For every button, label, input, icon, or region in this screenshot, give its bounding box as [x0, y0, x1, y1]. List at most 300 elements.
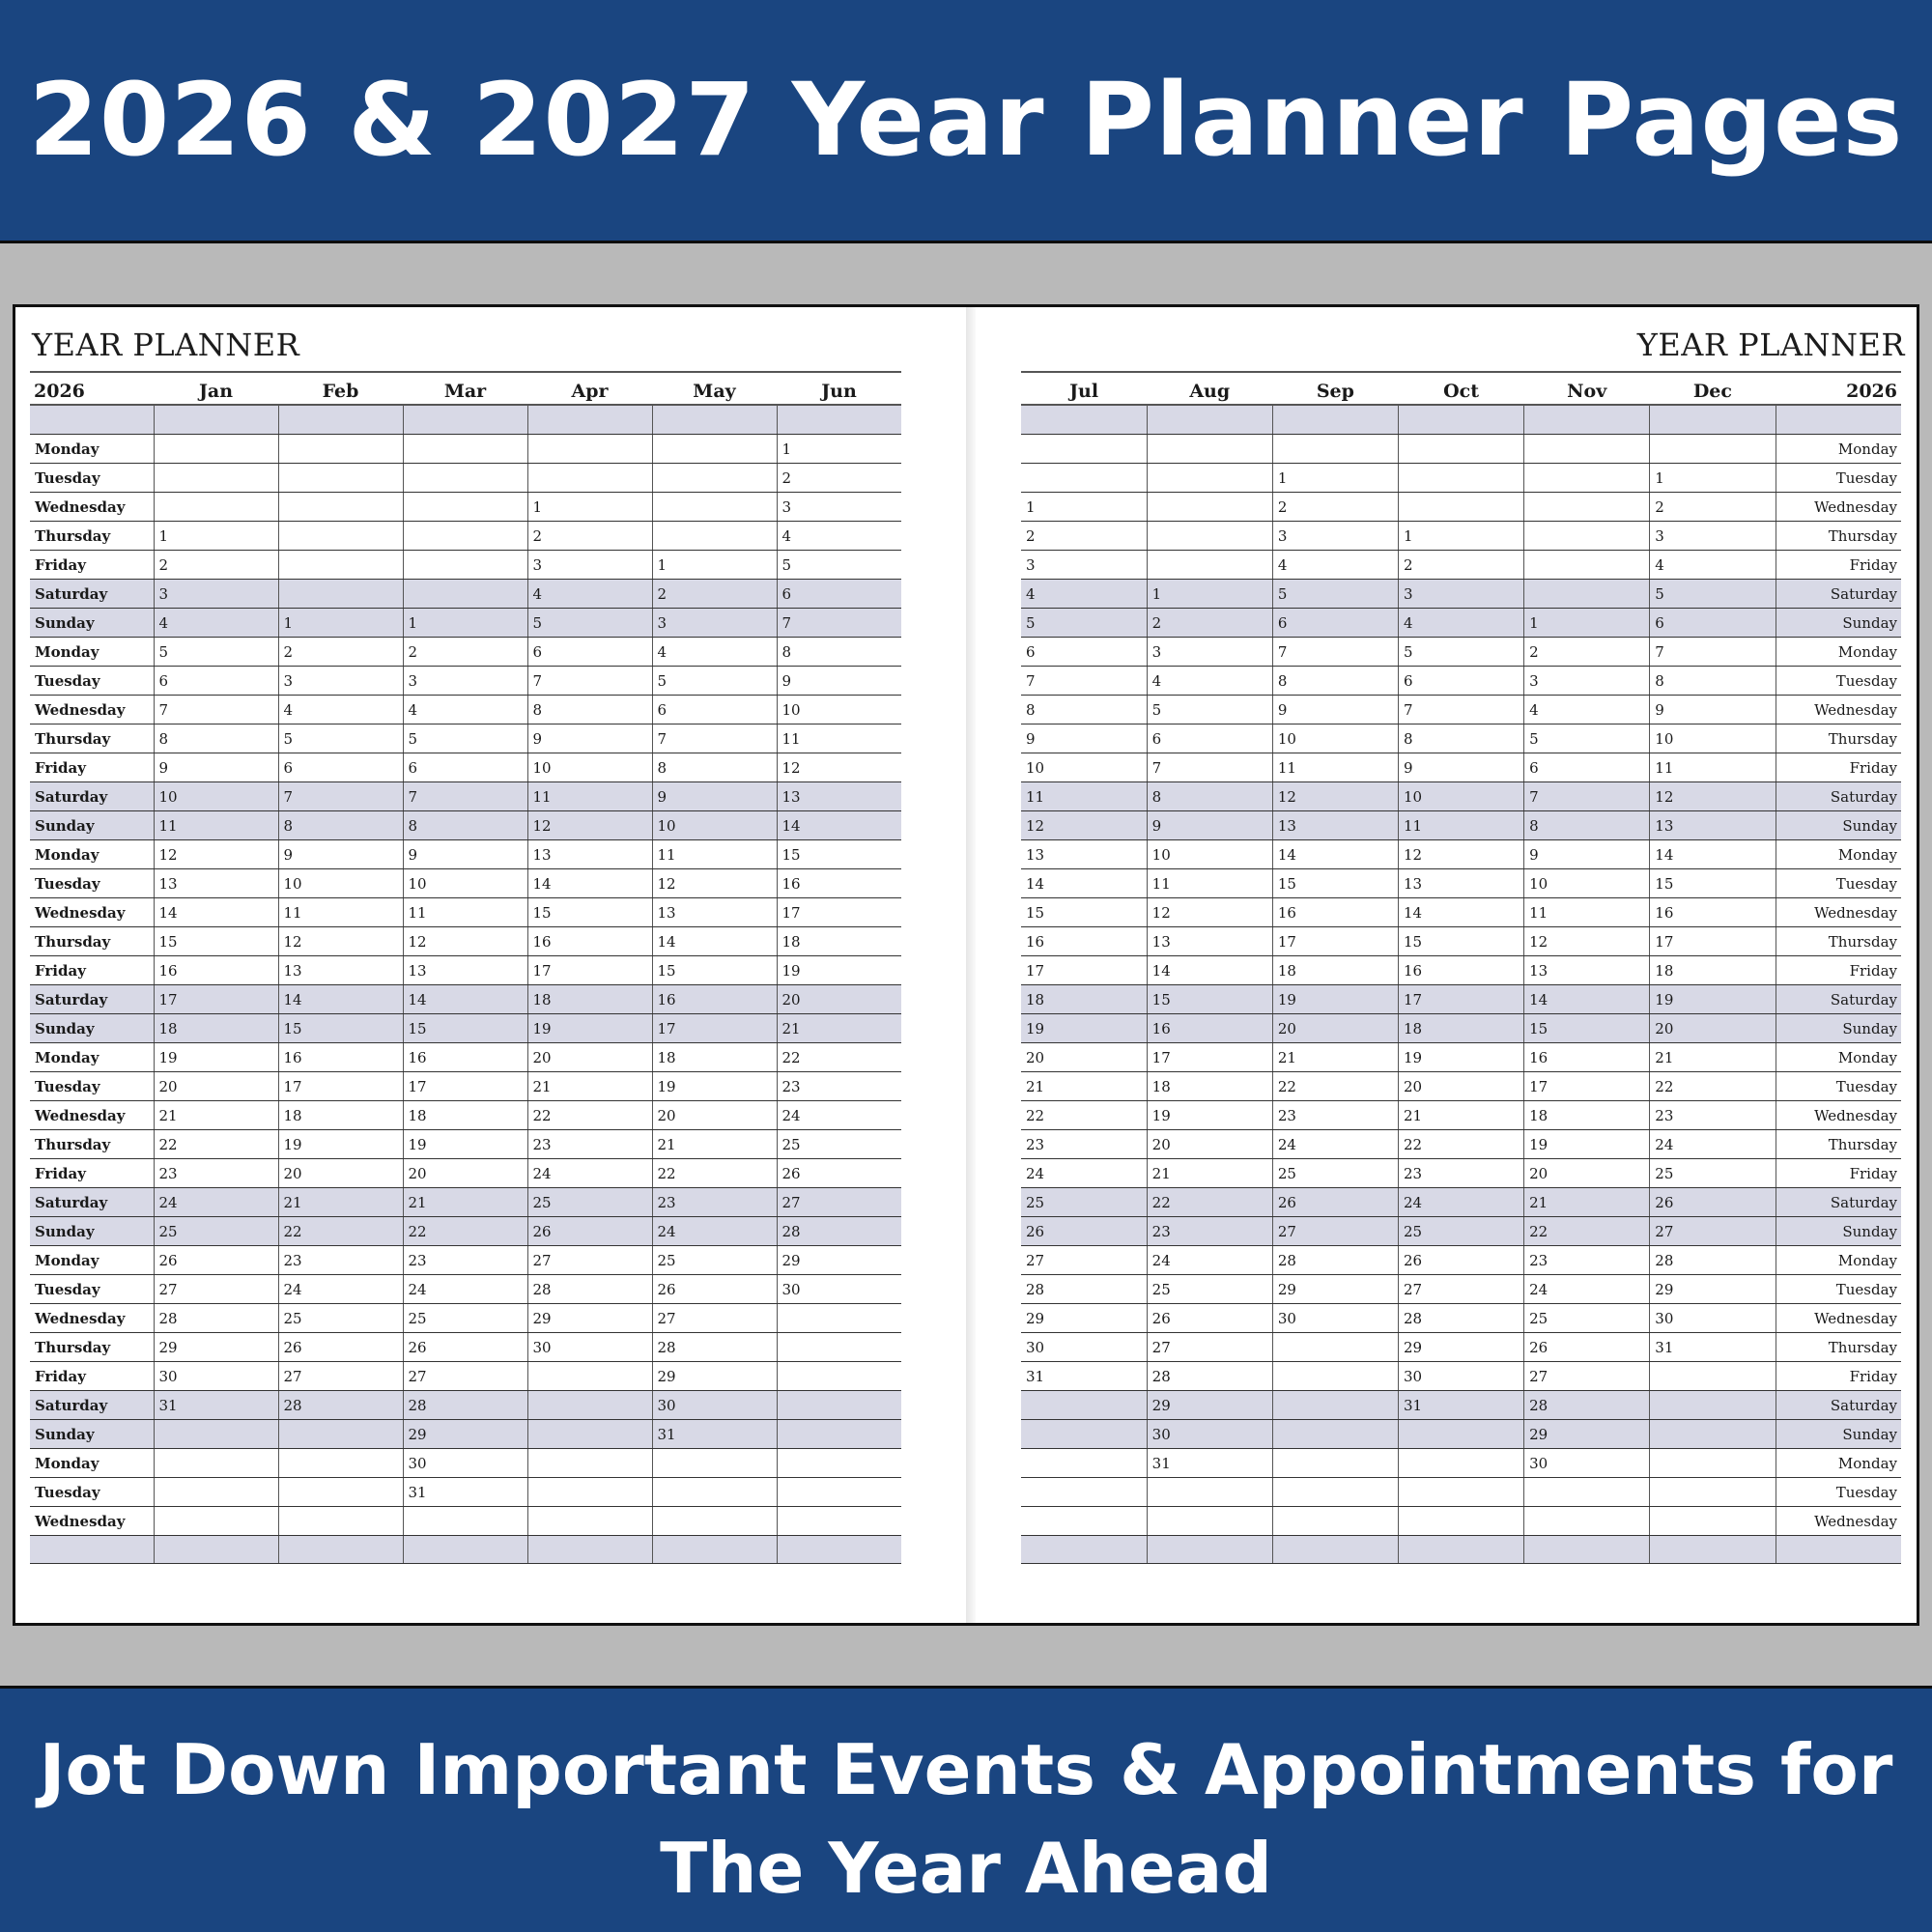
date-cell: 10 [403, 869, 527, 898]
day-label: Tuesday [30, 667, 154, 696]
date-cell: 2 [1272, 493, 1398, 522]
day-row [30, 1188, 901, 1217]
date-cell: 7 [403, 782, 527, 811]
date-cell: 20 [403, 1159, 527, 1188]
date-cell: 22 [1398, 1130, 1523, 1159]
grid-cell [1147, 405, 1272, 435]
date-cell: 24 [652, 1217, 777, 1246]
date-cell: 10 [1272, 724, 1398, 753]
date-cell: 21 [278, 1188, 403, 1217]
date-cell: 30 [527, 1333, 652, 1362]
date-cell: 16 [1398, 956, 1523, 985]
date-cell: 26 [1524, 1333, 1650, 1362]
date-cell: 6 [403, 753, 527, 782]
day-label: Monday [1776, 638, 1901, 667]
date-cell: 31 [1147, 1449, 1272, 1478]
day-label: Monday [30, 638, 154, 667]
day-label: Tuesday [1776, 667, 1901, 696]
date-cell [278, 580, 403, 609]
date-cell: 17 [1272, 927, 1398, 956]
date-cell: 15 [1650, 869, 1776, 898]
day-row [1021, 782, 1901, 811]
day-row [1021, 696, 1901, 724]
day-label: Tuesday [30, 1478, 154, 1507]
date-cell: 9 [1021, 724, 1147, 753]
day-label: Tuesday [1776, 1072, 1901, 1101]
date-cell: 21 [652, 1130, 777, 1159]
day-row [1021, 1072, 1901, 1101]
date-cell: 25 [1147, 1275, 1272, 1304]
date-cell [1272, 1391, 1398, 1420]
day-label: Thursday [1776, 724, 1901, 753]
date-cell: 5 [1398, 638, 1523, 667]
date-cell: 9 [1524, 840, 1650, 869]
date-cell: 4 [1272, 551, 1398, 580]
month-header-mar: Mar [403, 372, 527, 405]
date-cell: 17 [154, 985, 278, 1014]
date-cell [278, 551, 403, 580]
date-cell: 16 [777, 869, 901, 898]
day-row [30, 551, 901, 580]
date-cell: 23 [154, 1159, 278, 1188]
day-row [30, 811, 901, 840]
date-cell: 3 [1524, 667, 1650, 696]
date-cell: 31 [154, 1391, 278, 1420]
date-cell [1650, 1420, 1776, 1449]
date-cell: 11 [1272, 753, 1398, 782]
day-row [1021, 464, 1901, 493]
date-cell: 9 [403, 840, 527, 869]
date-cell: 14 [1524, 985, 1650, 1014]
date-cell [1524, 435, 1650, 464]
grid-cell [30, 405, 154, 435]
grid-cell [1021, 405, 1147, 435]
date-cell: 17 [1524, 1072, 1650, 1101]
month-header-apr: Apr [527, 372, 652, 405]
day-row [30, 1043, 901, 1072]
date-cell: 8 [1147, 782, 1272, 811]
day-row [1021, 1362, 1901, 1391]
date-cell: 11 [1147, 869, 1272, 898]
date-cell: 7 [1650, 638, 1776, 667]
date-cell [1398, 1478, 1523, 1507]
date-cell: 3 [1398, 580, 1523, 609]
date-cell: 12 [1147, 898, 1272, 927]
day-row [30, 493, 901, 522]
date-cell: 13 [527, 840, 652, 869]
date-cell: 27 [1524, 1362, 1650, 1391]
date-cell [527, 464, 652, 493]
day-label: Sunday [30, 609, 154, 638]
date-cell: 18 [154, 1014, 278, 1043]
date-cell: 22 [154, 1130, 278, 1159]
date-cell: 10 [1147, 840, 1272, 869]
day-label: Monday [1776, 1043, 1901, 1072]
day-row [30, 840, 901, 869]
date-cell: 11 [403, 898, 527, 927]
date-cell: 7 [1021, 667, 1147, 696]
date-cell [1147, 1478, 1272, 1507]
day-row [30, 1159, 901, 1188]
date-cell: 21 [1398, 1101, 1523, 1130]
date-cell [652, 1507, 777, 1536]
day-label: Saturday [30, 1391, 154, 1420]
date-cell: 23 [1272, 1101, 1398, 1130]
date-cell: 30 [652, 1391, 777, 1420]
date-cell: 7 [278, 782, 403, 811]
date-cell [154, 464, 278, 493]
day-label: Saturday [30, 985, 154, 1014]
date-cell: 1 [1147, 580, 1272, 609]
date-cell: 29 [1650, 1275, 1776, 1304]
day-label: Saturday [1776, 985, 1901, 1014]
day-label: Wednesday [1776, 696, 1901, 724]
date-cell: 2 [527, 522, 652, 551]
date-cell: 8 [1021, 696, 1147, 724]
date-cell [1147, 551, 1272, 580]
date-cell: 22 [278, 1217, 403, 1246]
date-cell: 16 [1272, 898, 1398, 927]
date-cell: 15 [1021, 898, 1147, 927]
date-cell: 25 [154, 1217, 278, 1246]
year-header: 2026 [30, 372, 154, 405]
day-row [30, 869, 901, 898]
date-cell [1021, 1449, 1147, 1478]
date-cell: 15 [403, 1014, 527, 1043]
date-cell: 24 [1398, 1188, 1523, 1217]
day-row [30, 1304, 901, 1333]
date-cell [1147, 1507, 1272, 1536]
day-row [1021, 638, 1901, 667]
day-row [1021, 1159, 1901, 1188]
date-cell: 4 [652, 638, 777, 667]
blank-row [1021, 1536, 1901, 1564]
date-cell: 29 [1272, 1275, 1398, 1304]
day-label: Friday [30, 956, 154, 985]
date-cell: 5 [403, 724, 527, 753]
date-cell: 5 [1524, 724, 1650, 753]
day-label: Sunday [30, 811, 154, 840]
date-cell: 2 [1398, 551, 1523, 580]
date-cell: 27 [652, 1304, 777, 1333]
date-cell: 2 [1021, 522, 1147, 551]
month-header-may: May [652, 372, 777, 405]
date-cell: 12 [278, 927, 403, 956]
date-cell [777, 1391, 901, 1420]
date-cell: 7 [527, 667, 652, 696]
date-cell: 23 [1524, 1246, 1650, 1275]
date-cell: 24 [1272, 1130, 1398, 1159]
date-cell: 22 [1147, 1188, 1272, 1217]
date-cell [527, 435, 652, 464]
date-cell: 8 [1524, 811, 1650, 840]
month-header-jun: Jun [777, 372, 901, 405]
date-cell: 20 [154, 1072, 278, 1101]
date-cell: 21 [1272, 1043, 1398, 1072]
grid-cell [777, 405, 901, 435]
date-cell: 6 [777, 580, 901, 609]
day-row [30, 638, 901, 667]
date-cell: 24 [1147, 1246, 1272, 1275]
day-row [1021, 435, 1901, 464]
day-label: Tuesday [1776, 1478, 1901, 1507]
month-header-dec: Dec [1650, 372, 1776, 405]
date-cell: 6 [154, 667, 278, 696]
year-header: 2026 [1776, 372, 1901, 405]
date-cell: 6 [1398, 667, 1523, 696]
date-cell: 27 [1021, 1246, 1147, 1275]
date-cell: 28 [777, 1217, 901, 1246]
blank-row [30, 1536, 901, 1564]
date-cell: 8 [1272, 667, 1398, 696]
date-cell [777, 1449, 901, 1478]
day-label: Thursday [30, 927, 154, 956]
date-cell: 5 [527, 609, 652, 638]
month-header-oct: Oct [1398, 372, 1523, 405]
banner-title: 2026 & 2027 Year Planner Pages [28, 61, 1904, 179]
day-label: Friday [1776, 551, 1901, 580]
day-label: Wednesday [30, 493, 154, 522]
date-cell: 18 [777, 927, 901, 956]
date-cell [1272, 1449, 1398, 1478]
day-label: Friday [30, 753, 154, 782]
date-cell [154, 1420, 278, 1449]
date-cell: 9 [154, 753, 278, 782]
date-cell: 1 [1524, 609, 1650, 638]
date-cell: 14 [652, 927, 777, 956]
grid-cell [1650, 1536, 1776, 1564]
date-cell: 3 [1650, 522, 1776, 551]
day-label: Wednesday [30, 1101, 154, 1130]
date-cell: 13 [278, 956, 403, 985]
date-cell: 17 [403, 1072, 527, 1101]
date-cell: 25 [403, 1304, 527, 1333]
date-cell: 15 [1398, 927, 1523, 956]
date-cell: 7 [1398, 696, 1523, 724]
date-cell: 5 [1147, 696, 1272, 724]
date-cell: 9 [278, 840, 403, 869]
date-cell [1147, 493, 1272, 522]
date-cell [1650, 1391, 1776, 1420]
tagline-line-2: The Year Ahead [660, 1828, 1272, 1909]
date-cell: 19 [777, 956, 901, 985]
date-cell: 16 [1021, 927, 1147, 956]
day-row [1021, 1043, 1901, 1072]
date-cell: 23 [403, 1246, 527, 1275]
grid-cell [1147, 1536, 1272, 1564]
day-row [1021, 1014, 1901, 1043]
day-row [1021, 1275, 1901, 1304]
date-cell: 10 [1650, 724, 1776, 753]
date-cell: 27 [1398, 1275, 1523, 1304]
day-row [30, 898, 901, 927]
day-label: Saturday [30, 1188, 154, 1217]
date-cell: 16 [154, 956, 278, 985]
date-cell: 28 [527, 1275, 652, 1304]
day-row [30, 464, 901, 493]
date-cell: 18 [278, 1101, 403, 1130]
day-row [1021, 1246, 1901, 1275]
date-cell: 13 [1021, 840, 1147, 869]
date-cell [154, 1478, 278, 1507]
date-cell: 28 [154, 1304, 278, 1333]
date-cell: 12 [652, 869, 777, 898]
grid-cell [30, 1536, 154, 1564]
date-cell: 20 [777, 985, 901, 1014]
day-label: Tuesday [1776, 464, 1901, 493]
date-cell [1021, 464, 1147, 493]
day-label: Sunday [1776, 1217, 1901, 1246]
date-cell [278, 493, 403, 522]
date-cell: 13 [1650, 811, 1776, 840]
day-label: Tuesday [30, 1275, 154, 1304]
day-label: Saturday [30, 782, 154, 811]
date-cell: 21 [1147, 1159, 1272, 1188]
grid-cell [1272, 405, 1398, 435]
date-cell: 14 [403, 985, 527, 1014]
date-cell: 12 [1650, 782, 1776, 811]
date-cell [652, 435, 777, 464]
date-cell: 28 [1398, 1304, 1523, 1333]
date-cell [278, 522, 403, 551]
day-row [1021, 840, 1901, 869]
day-label: Friday [1776, 1362, 1901, 1391]
date-cell: 21 [154, 1101, 278, 1130]
date-cell: 7 [652, 724, 777, 753]
date-cell [1147, 435, 1272, 464]
grid-cell [403, 1536, 527, 1564]
date-cell: 2 [777, 464, 901, 493]
day-row [30, 1507, 901, 1536]
date-cell: 15 [527, 898, 652, 927]
date-cell [1021, 1391, 1147, 1420]
date-cell: 6 [1524, 753, 1650, 782]
date-cell: 5 [278, 724, 403, 753]
date-cell: 22 [1272, 1072, 1398, 1101]
date-cell: 26 [1398, 1246, 1523, 1275]
date-cell: 21 [527, 1072, 652, 1101]
date-cell [278, 464, 403, 493]
date-cell [154, 435, 278, 464]
date-cell: 2 [1147, 609, 1272, 638]
date-cell: 18 [1147, 1072, 1272, 1101]
day-row [1021, 869, 1901, 898]
grid-cell [652, 1536, 777, 1564]
date-cell: 10 [278, 869, 403, 898]
date-cell: 10 [154, 782, 278, 811]
day-label: Monday [1776, 435, 1901, 464]
day-label: Sunday [1776, 811, 1901, 840]
date-cell: 10 [1021, 753, 1147, 782]
date-cell: 6 [527, 638, 652, 667]
date-cell: 8 [403, 811, 527, 840]
date-cell: 31 [1398, 1391, 1523, 1420]
date-cell [527, 1420, 652, 1449]
date-cell: 3 [652, 609, 777, 638]
day-row [30, 1478, 901, 1507]
day-row [1021, 1449, 1901, 1478]
date-cell: 27 [278, 1362, 403, 1391]
date-cell: 19 [1021, 1014, 1147, 1043]
top-banner [0, 0, 1932, 243]
header-row [1021, 372, 1901, 405]
date-cell [154, 493, 278, 522]
day-row [30, 753, 901, 782]
date-cell: 3 [278, 667, 403, 696]
day-label: Thursday [1776, 927, 1901, 956]
header-row [30, 372, 901, 405]
date-cell: 5 [652, 667, 777, 696]
date-cell: 31 [1021, 1362, 1147, 1391]
date-cell: 20 [1524, 1159, 1650, 1188]
date-cell: 11 [1524, 898, 1650, 927]
date-cell: 17 [1650, 927, 1776, 956]
day-row [30, 522, 901, 551]
day-label: Friday [30, 551, 154, 580]
date-cell [1272, 1420, 1398, 1449]
day-row [1021, 522, 1901, 551]
date-cell: 10 [652, 811, 777, 840]
date-cell: 30 [403, 1449, 527, 1478]
date-cell: 30 [1524, 1449, 1650, 1478]
date-cell: 1 [1272, 464, 1398, 493]
date-cell: 9 [1272, 696, 1398, 724]
date-cell: 12 [1021, 811, 1147, 840]
day-label: Saturday [1776, 1188, 1901, 1217]
day-row [1021, 1333, 1901, 1362]
day-label: Thursday [1776, 1333, 1901, 1362]
date-cell: 22 [1650, 1072, 1776, 1101]
day-label: Wednesday [1776, 493, 1901, 522]
grid-cell [777, 1536, 901, 1564]
date-cell: 18 [1021, 985, 1147, 1014]
date-cell: 5 [1272, 580, 1398, 609]
day-row [30, 985, 901, 1014]
right-planner-grid [1021, 371, 1901, 1564]
date-cell: 7 [1272, 638, 1398, 667]
date-cell: 29 [777, 1246, 901, 1275]
date-cell: 17 [777, 898, 901, 927]
date-cell [1650, 1449, 1776, 1478]
day-label: Sunday [30, 1420, 154, 1449]
day-label: Thursday [30, 1333, 154, 1362]
date-cell: 16 [403, 1043, 527, 1072]
date-cell [527, 1391, 652, 1420]
date-cell: 12 [154, 840, 278, 869]
date-cell: 3 [1021, 551, 1147, 580]
day-row [30, 1130, 901, 1159]
month-header-jan: Jan [154, 372, 278, 405]
day-row [30, 1362, 901, 1391]
date-cell: 13 [1524, 956, 1650, 985]
date-cell [403, 435, 527, 464]
date-cell [652, 493, 777, 522]
date-cell [777, 1478, 901, 1507]
date-cell: 13 [652, 898, 777, 927]
day-label: Tuesday [1776, 869, 1901, 898]
date-cell [652, 522, 777, 551]
day-row [1021, 1130, 1901, 1159]
date-cell: 18 [403, 1101, 527, 1130]
date-cell: 26 [777, 1159, 901, 1188]
day-row [1021, 927, 1901, 956]
date-cell: 11 [278, 898, 403, 927]
date-cell [527, 1507, 652, 1536]
date-cell [777, 1362, 901, 1391]
date-cell: 19 [1272, 985, 1398, 1014]
grid-cell [278, 405, 403, 435]
day-label: Friday [1776, 753, 1901, 782]
